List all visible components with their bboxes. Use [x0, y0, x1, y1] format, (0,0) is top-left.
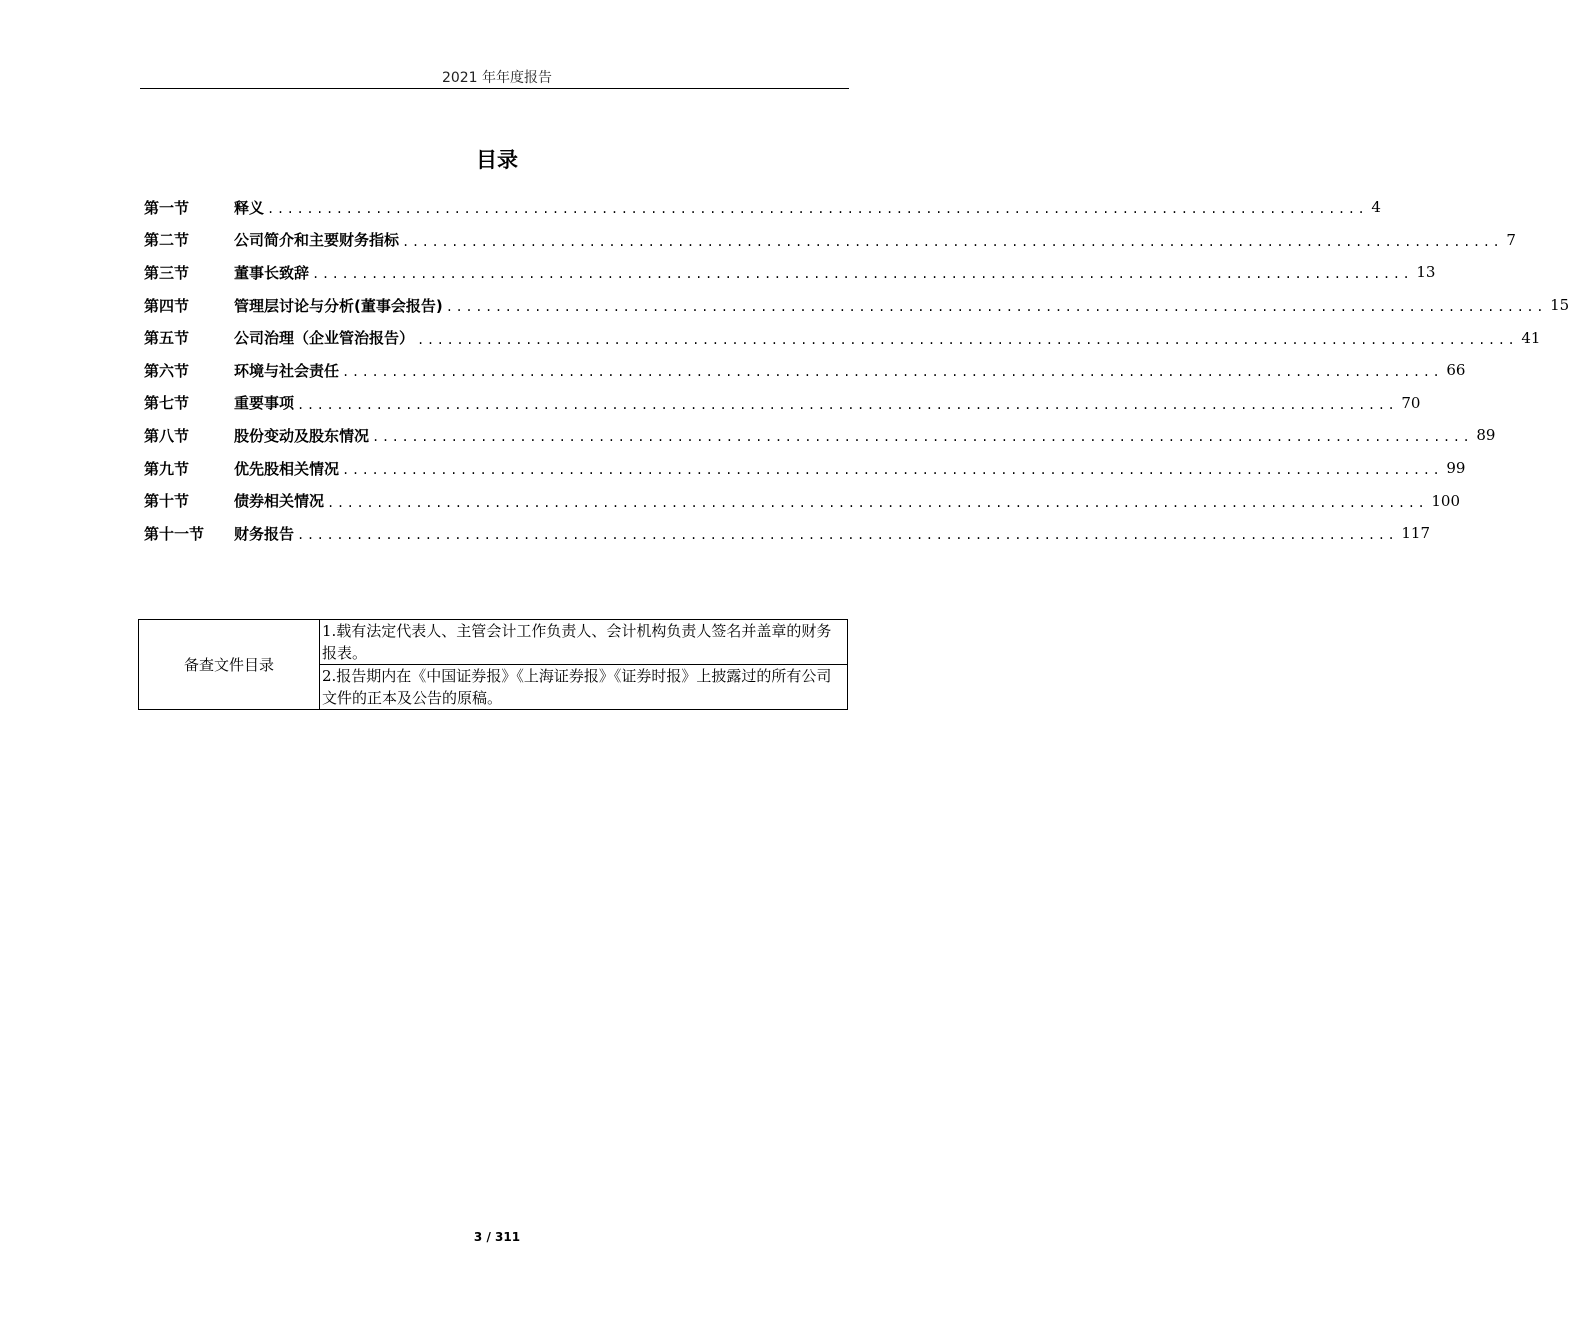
toc-section-number: 第十节	[144, 492, 190, 511]
toc-leader-dots: ................................................................................................................	[342, 463, 1443, 478]
toc-entry[interactable]	[144, 224, 1516, 257]
toc-page-number: 89	[1476, 426, 1496, 445]
toc-section-title: 释义	[234, 198, 265, 217]
toc-page-number: 15	[1550, 296, 1569, 315]
toc-title: 目录	[476, 148, 518, 172]
toc-leader-dots: ................................................................................................................	[372, 430, 1473, 445]
toc-entry[interactable]	[144, 256, 1436, 289]
page-indicator: 3 / 311	[473, 1230, 521, 1244]
toc-page-number: 117	[1401, 524, 1431, 543]
toc-entry[interactable]	[144, 321, 1541, 354]
toc-section-number: 第九节	[144, 459, 190, 478]
toc-leader-dots: ................................................................................................................	[297, 397, 1398, 412]
toc-entry[interactable]	[144, 452, 1466, 485]
toc-section-title: 债券相关情况	[234, 492, 325, 511]
toc-page-number: 13	[1416, 263, 1436, 282]
toc-section-title: 管理层讨论与分析(董事会报告)	[234, 296, 443, 315]
toc-section-number: 第一节	[144, 198, 190, 217]
toc-section-number: 第十一节	[144, 524, 205, 543]
toc-leader-dots: ................................................................................................................	[267, 202, 1368, 217]
toc-section-title: 重要事项	[234, 394, 295, 413]
toc-leader-dots: ................................................................................................................	[417, 332, 1518, 347]
toc-entry[interactable]	[144, 419, 1496, 452]
reference-docs-label: 备查文件目录	[139, 620, 320, 710]
toc-leader-dots: ................................................................................................................	[312, 267, 1413, 282]
header-divider	[140, 88, 849, 89]
reference-documents-table	[138, 619, 848, 710]
table-row	[139, 620, 848, 665]
reference-doc-item: 2.报告期内在《中国证券报》《上海证券报》《证券时报》上披露过的所有公司文件的正本及公告的原稿。	[320, 665, 848, 710]
toc-section-title: 董事长致辞	[234, 263, 310, 282]
toc-section-title: 公司简介和主要财务指标	[234, 231, 400, 250]
toc-leader-dots: ................................................................................................................	[297, 528, 1398, 543]
toc-section-number: 第二节	[144, 231, 190, 250]
toc-section-title: 股份变动及股东情况	[234, 426, 370, 445]
toc-section-number: 第六节	[144, 361, 190, 380]
toc-leader-dots: ................................................................................................................	[445, 300, 1547, 315]
toc-section-title: 财务报告	[234, 524, 295, 543]
table-of-contents	[144, 191, 1569, 550]
toc-entry[interactable]	[144, 484, 1461, 517]
toc-page-number: 41	[1521, 328, 1541, 347]
toc-section-title: 环境与社会责任	[234, 361, 340, 380]
toc-page-number: 4	[1371, 198, 1381, 217]
toc-page-number: 7	[1506, 230, 1516, 249]
reference-doc-item: 1.载有法定代表人、主管会计工作负责人、会计机构负责人签名并盖章的财务报表。	[320, 620, 848, 665]
toc-page-number: 70	[1401, 393, 1421, 412]
toc-entry[interactable]	[144, 289, 1569, 322]
toc-entry[interactable]	[144, 191, 1381, 224]
page-header: 2021 年年度报告	[441, 70, 553, 86]
toc-leader-dots: ................................................................................................................	[327, 495, 1428, 510]
toc-entry[interactable]	[144, 517, 1431, 550]
toc-page-number: 100	[1431, 491, 1461, 510]
toc-section-number: 第七节	[144, 394, 190, 413]
toc-leader-dots: ................................................................................................................	[402, 234, 1503, 249]
toc-section-number: 第八节	[144, 426, 190, 445]
toc-section-title: 公司治理（企业管治报告）	[234, 329, 415, 348]
toc-section-number: 第三节	[144, 263, 190, 282]
toc-section-title: 优先股相关情况	[234, 459, 340, 478]
toc-entry[interactable]	[144, 354, 1466, 387]
toc-page-number: 66	[1446, 361, 1466, 380]
toc-section-number: 第四节	[144, 296, 190, 315]
toc-page-number: 99	[1446, 459, 1466, 478]
toc-section-number: 第五节	[144, 329, 190, 348]
toc-entry[interactable]	[144, 387, 1421, 420]
toc-leader-dots: ................................................................................................................	[342, 365, 1443, 380]
